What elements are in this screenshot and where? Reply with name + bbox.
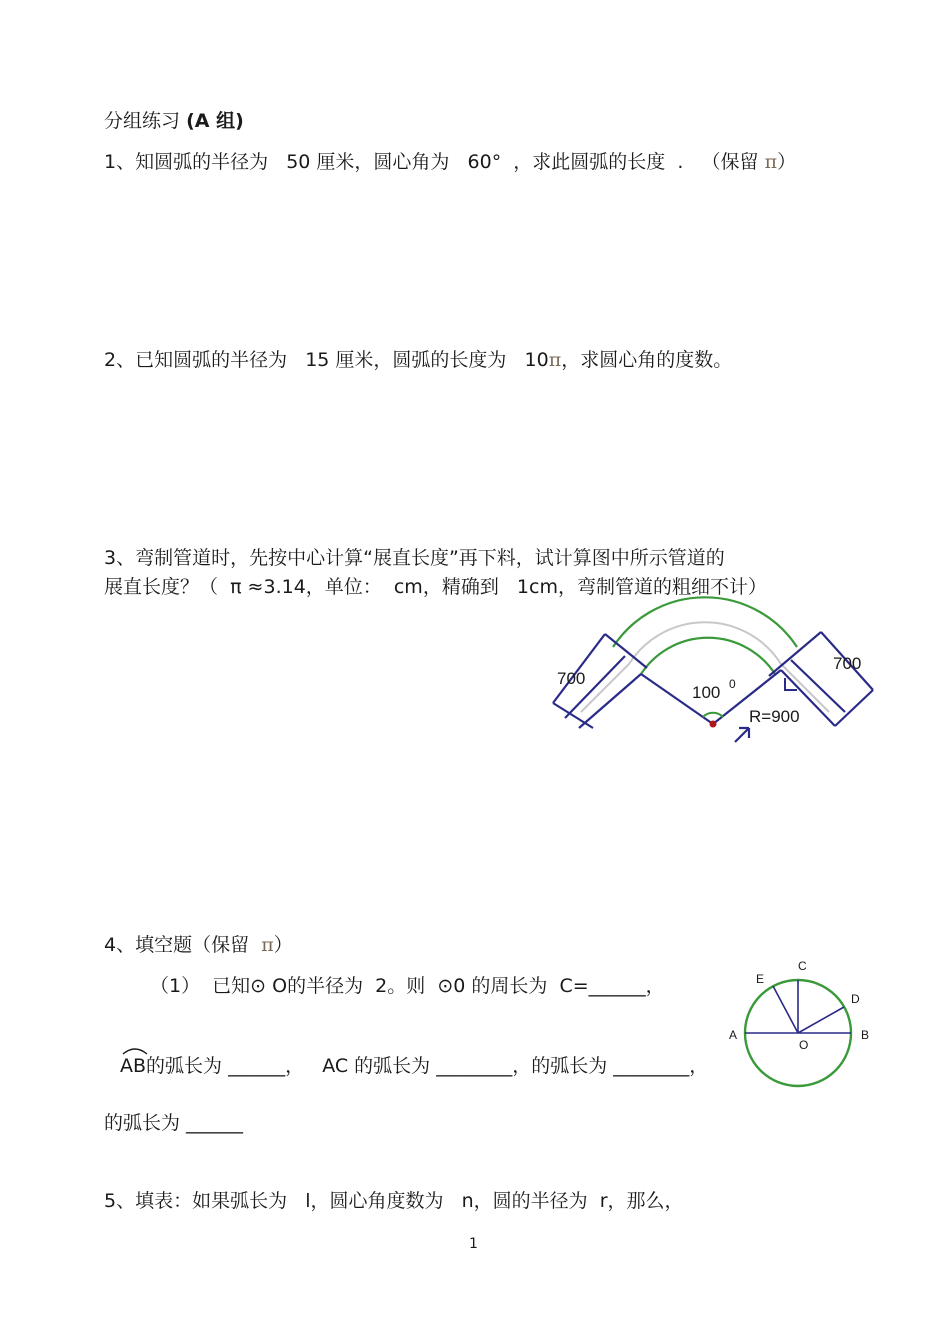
point-c-label: C (798, 959, 807, 973)
left-length-label: 700 (557, 669, 586, 688)
question-5 (104, 1189, 684, 1213)
circle-figure (725, 955, 885, 1095)
page-number: 1 (469, 1236, 478, 1252)
point-a-label: A (729, 1028, 738, 1042)
center-angle-marker (703, 713, 723, 717)
pi-symbol: π (261, 934, 274, 956)
section-title (104, 109, 244, 133)
pi-symbol: π (548, 349, 562, 371)
question-4-line-3: 的弧长为 ______ (104, 1112, 244, 1134)
question-4-line-2 (120, 1054, 708, 1078)
question-3-line-1 (104, 546, 725, 570)
arc-ab-text: AB (120, 1055, 147, 1077)
title-prefix: 分组练习 (104, 110, 181, 132)
question-1-number: 1、 (104, 151, 136, 173)
question-5-number: 5、 (104, 1190, 136, 1212)
title-suffix: 组) (209, 110, 244, 132)
question-4-part-1 (150, 974, 665, 998)
question-5-text: 填表：如果弧长为 l，圆心角度数为 n，圆的半径为 r，那么， (135, 1190, 684, 1212)
question-3-line-2: 展直长度？（ π ≈3.14，单位： cm，精确到 1cm，弯制管道的粗细不计） (104, 576, 767, 598)
question-1-text: 知圆弧的半径为 50 厘米，圆心角为 60° ，求此圆弧的长度 . （保留 (135, 151, 765, 173)
question-4-head-end: ） (273, 934, 293, 956)
title-group: (A (186, 110, 210, 132)
question-2-end: ，求圆心角的度数。 (561, 349, 733, 371)
point-e-label: E (756, 972, 765, 986)
question-4-line-2-text: 的弧长为 ______， AC 的弧长为 ________，的弧长为 ________， (146, 1055, 709, 1077)
center-point (710, 721, 717, 728)
right-length-label: 700 (833, 654, 862, 673)
point-o-label: O (799, 1038, 809, 1052)
question-3-number: 3、 (104, 547, 136, 569)
arc-ab-label (120, 1054, 146, 1078)
radius-oe (773, 986, 798, 1033)
question-4-head: 填空题（保留 (135, 934, 262, 956)
part-1-number: （1） (150, 975, 201, 997)
angle-degree-sup: 0 (729, 677, 736, 691)
question-2 (104, 348, 732, 372)
arc-symbol (121, 1045, 151, 1055)
question-1-end: ） (777, 151, 797, 173)
question-2-text: 已知圆弧的半径为 15 厘米，圆弧的长度为 10 (135, 349, 549, 371)
pipe-bend-figure (545, 620, 885, 760)
question-4-heading (104, 933, 293, 957)
radius-arrow (735, 728, 749, 742)
point-b-label: B (861, 1028, 870, 1042)
question-3-text: 弯制管道时，先按中心计算“展直长度”再下料，试计算图中所示管道的 (135, 547, 725, 569)
radius-label: R=900 (749, 707, 800, 726)
pi-symbol: π (764, 151, 778, 173)
pipe-inner-arc (641, 638, 775, 674)
question-2-number: 2、 (104, 349, 136, 371)
question-1 (104, 150, 796, 174)
question-4-number: 4、 (104, 934, 136, 956)
angle-label: 100 (692, 683, 721, 702)
radius-od (798, 1007, 844, 1033)
point-d-label: D (851, 992, 860, 1006)
part-1-text: 已知⊙ O的半径为 2。则 ⊙0 的周长为 C=______， (200, 975, 665, 997)
